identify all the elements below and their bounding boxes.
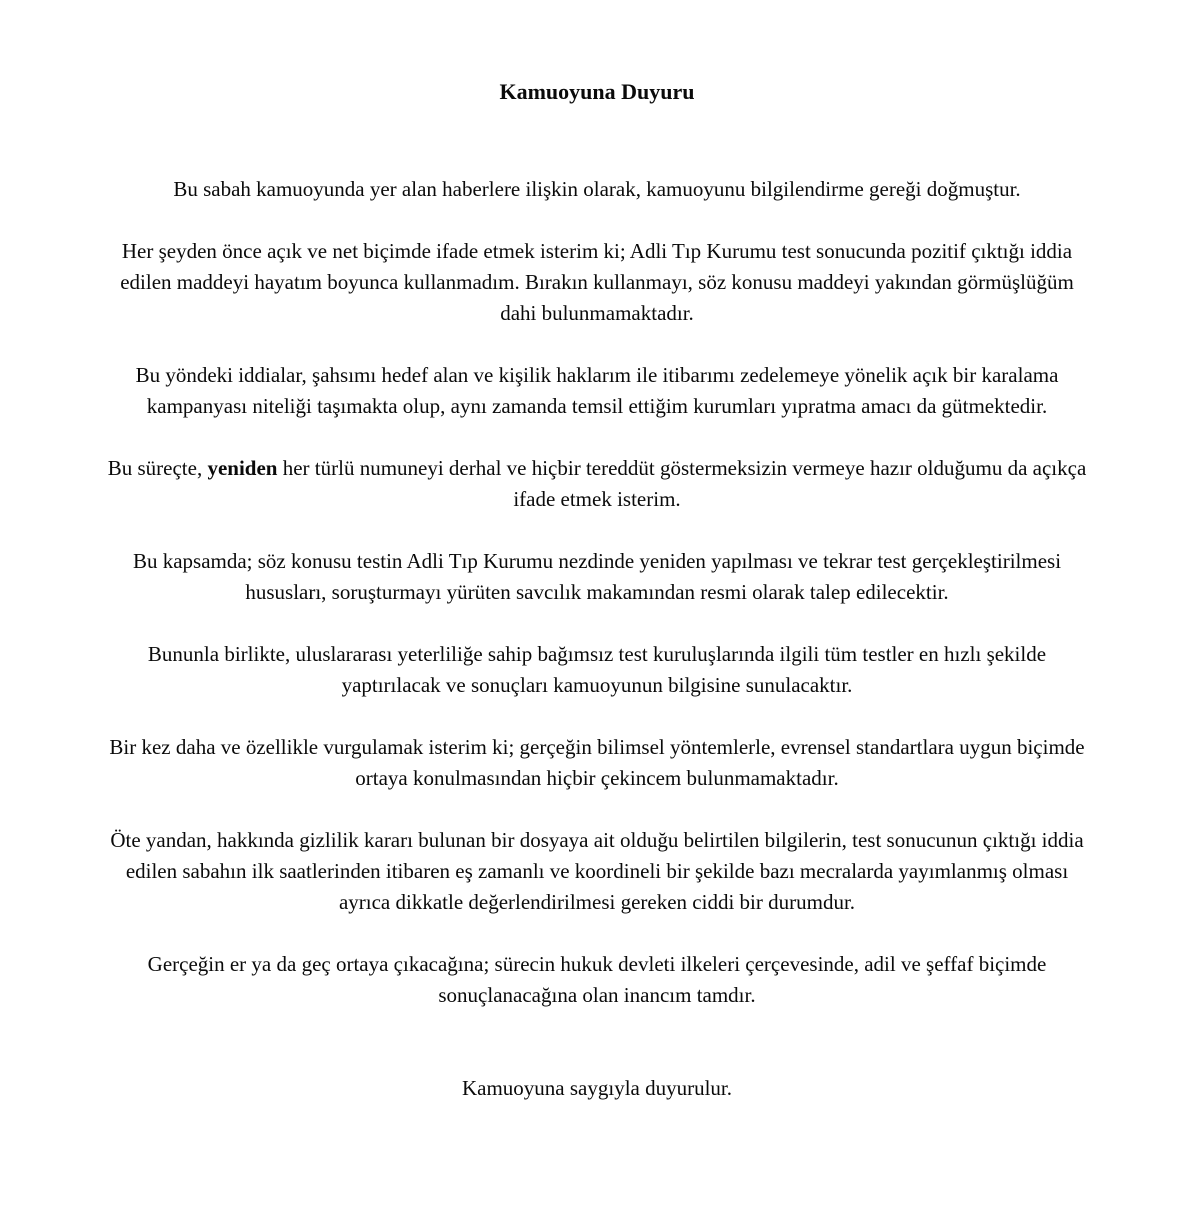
closing-statement: Kamuoyuna saygıyla duyurulur. — [461, 1076, 733, 1100]
paragraph-sample-offer — [102, 453, 1092, 515]
paragraph-independent-tests: Bununla birlikte, uluslararası yeterliliğe sahip bağımsız test kuruluşlarında ilgili tüm testler en hızlı şekilde yaptırılacak ve sonuçları kamuoyunun bilgisine sunulacaktır. — [147, 642, 1047, 697]
paragraph-denial: Her şeyden önce açık ve net biçimde ifade etmek isterim ki; Adli Tıp Kurumu test sonucunda pozitif çıktığı iddia edilen maddeyi hayatım boyunca kullanmadım. Bırakın kullanmayı, söz konusu maddeyi yakından görmüşlüğüm dahi bulunmamaktadır. — [120, 239, 1074, 325]
page-title: Kamuoyuna Duyuru — [499, 79, 695, 104]
paragraph-truth-will-out: Gerçeğin er ya da geç ortaya çıkacağına; sürecin hukuk devleti ilkeleri çerçevesinde, adil ve şeffaf biçimde sonuçlanacağına olan inancım tamdır. — [147, 952, 1047, 1007]
paragraph-smear-campaign: Bu yöndeki iddialar, şahsımı hedef alan ve kişilik haklarım ile itibarımı zedelemeye yönelik açık bir karalama kampanyası niteliği taşımakta olup, aynı zamanda temsil ettiğim kurumları yıpratma amacı da gütmektedir. — [135, 363, 1059, 418]
paragraph-retest-request: Bu kapsamda; söz konusu testin Adli Tıp Kurumu nezdinde yeniden yapılması ve tekrar test gerçekleştirilmesi hususları, soruşturmayı yürüten savcılık makamından resmi olarak talep edilecektir. — [132, 549, 1062, 604]
paragraph-sample-offer-pre: Bu süreçte, — [107, 456, 208, 480]
paragraph-confidentiality-concern: Öte yandan, hakkında gizlilik kararı bulunan bir dosyaya ait olduğu belirtilen bilgilerin, test sonucunun çıktığı iddia edilen sabahın ilk saatlerinden itibaren eş zamanlı ve koordineli bir şekilde bazı mecralarda yayımlanmış olması ayrıca dikkatle değerlendirilmesi gereken ciddi bir durumdur. — [110, 828, 1084, 914]
paragraph-sample-offer-bold: yeniden — [207, 456, 278, 480]
announcement-document — [102, 0, 1092, 1104]
paragraph-intro: Bu sabah kamuoyunda yer alan haberlere ilişkin olarak, kamuoyunu bilgilendirme gereği doğmuştur. — [173, 177, 1021, 201]
paragraph-scientific-methods: Bir kez daha ve özellikle vurgulamak isterim ki; gerçeğin bilimsel yöntemlerle, evrensel standartlara uygun biçimde ortaya konulmasından hiçbir çekincem bulunmamaktadır. — [109, 735, 1085, 790]
paragraph-sample-offer-post: her türlü numuneyi derhal ve hiçbir tereddüt göstermeksizin vermeye hazır olduğumu da açıkça ifade etmek isterim. — [277, 456, 1087, 511]
